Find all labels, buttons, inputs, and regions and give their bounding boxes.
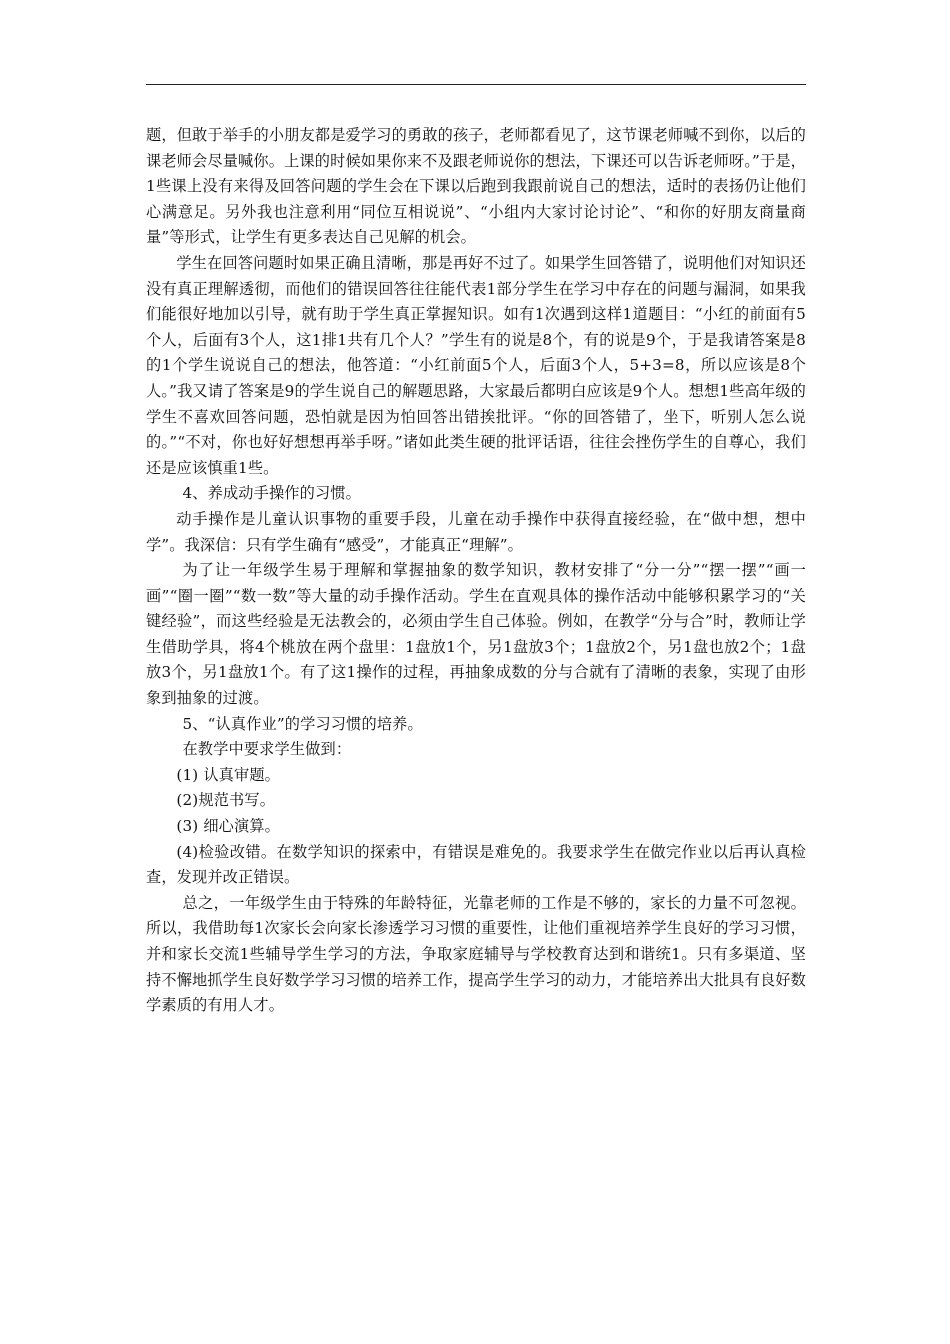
section-heading-4: 4、养成动手操作的习惯。 (182, 484, 361, 503)
paragraph-conclusion: 总之，一年级学生由于特殊的年龄特征，光靠老师的工作是不够的，家长的力量不可忽视。所以，我借助每1次家长会向家长渗透学习习惯的重要性，让他们重视培养学生良好的学习习惯，并和家长交流1些辅导学生学习的方法，争取家庭辅导与学校教育达到和谐统1。只有多渠道、坚持不懈地抓学生良好数学学习习惯的培养工作，提高学生学习的动力，才能培养出大批具有良好数学素质的有用人才。 (146, 893, 806, 1015)
paragraph-hands-on-example: 为了让一年级学生易于理解和掌握抽象的数学知识，教材安排了“分一分”“摆一摆”“画一画”“圈一圈”“数一数”等大量的动手操作活动。学生在直观具体的操作活动中能够积累学习的“关键经验”，而这些经验是无法教会的，必须由学生自己体验。例如，在教学“分与合”时，教师让学生借助学具，将4个桃放在两个盘里：1盘放1个，另1盘放3个；1盘放2个，另1盘也放2个；1盘放3个，另1盘放1个。有了这1操作的过程，再抽象成数的分与合就有了清晰的表象，实现了由形象到抽象的过渡。 (146, 561, 806, 708)
list-item-3: (3) 细心演算。 (176, 817, 281, 836)
paragraph-continued: 题，但敢于举手的小朋友都是爱学习的勇敢的孩子，老师都看见了，这节课老师喊不到你，以后的课老师会尽量喊你。上课的时候如果你来不及跟老师说你的想法，下课还可以告诉老师呀。”于是，1些课上没有来得及回答问题的学生会在下课以后跑到我跟前说自己的想法，适时的表扬仍让他们心满意足。另外我也注意利用“同位互相说说”、“小组内大家讨论讨论”、“和你的好朋友商量商量”等形式，让学生有更多表达自己见解的机会。 (146, 126, 806, 247)
section-heading-5: 5、“认真作业”的学习习惯的培养。 (182, 714, 423, 733)
list-item-2: (2)规范书写。 (176, 791, 276, 810)
document-body (146, 123, 806, 1019)
list-item-4: (4)检验改错。在数学知识的探索中，有错误是难免的。我要求学生在做完作业以后再认真检查，发现并改正错误。 (146, 842, 806, 887)
list-item-1: (1) 认真审题。 (176, 765, 281, 784)
paragraph-requirements-intro: 在教学中要求学生做到： (182, 740, 352, 759)
header-rule (146, 84, 806, 85)
paragraph-hands-on: 动手操作是儿童认识事物的重要手段，儿童在动手操作中获得直接经验，在“做中想，想中学”。我深信：只有学生确有“感受”，才能真正“理解”。 (146, 509, 806, 554)
paragraph-answering-questions: 学生在回答问题时如果正确且清晰，那是再好不过了。如果学生回答错了，说明他们对知识还没有真正理解透彻，而他们的错误回答往往能代表1部分学生在学习中存在的问题与漏洞，如果我们能很好地加以引导，就有助于学生真正掌握知识。如有1次遇到这样1道题目：“小红的前面有5个人，后面有3个人，这1排1共有几个人？”学生有的说是8个，有的说是9个，于是我请答案是8的1个学生说说自己的想法，他答道：“小红前面5个人，后面3个人，5+3=8，所以应该是8个人。”我又请了答案是9的学生说自己的解题思路，大家最后都明白应该是9个人。想想1些高年级的学生不喜欢回答问题，恐怕就是因为怕回答出错挨批评。“你的回答错了，坐下，听别人怎么说的。”“不对，你也好好想想再举手呀。”诸如此类生硬的批评话语，往往会挫伤学生的自尊心，我们还是应该慎重1些。 (146, 253, 806, 477)
